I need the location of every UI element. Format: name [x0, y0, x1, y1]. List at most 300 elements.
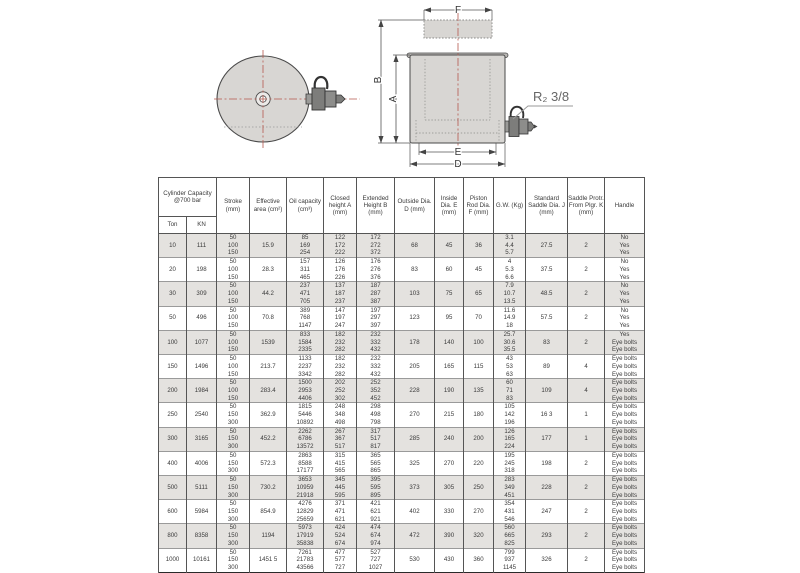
- coupler-neck: [306, 94, 312, 104]
- cell-outside-dia: 178: [395, 330, 435, 354]
- cell-extended-height: 974: [357, 540, 395, 548]
- cell-handle: Yes: [605, 242, 645, 250]
- cell-stroke: 150: [217, 370, 250, 378]
- cell-stroke: 100: [217, 387, 250, 395]
- cell-extended-height: 232: [357, 355, 395, 363]
- table-row: [159, 451, 645, 459]
- cell-gross-weight: 560: [494, 524, 526, 532]
- header-saddle-protrusion: Saddle Protr. From Plgr. K (mm): [568, 178, 605, 234]
- cell-inside-dia: 165: [435, 355, 464, 379]
- cell-stroke: 300: [217, 540, 250, 548]
- cell-gross-weight: 937: [494, 556, 526, 564]
- cell-extended-height: 921: [357, 516, 395, 524]
- cell-saddle-protrusion: 2: [568, 306, 605, 330]
- cell-oil-capacity: 35838: [287, 540, 324, 548]
- cell-saddle-protrusion: 2: [568, 234, 605, 258]
- cell-gross-weight: 354: [494, 500, 526, 508]
- cell-gross-weight: 5.7: [494, 249, 526, 257]
- coupler-hex-nut-side: [509, 117, 519, 137]
- cell-oil-capacity: 5446: [287, 411, 324, 419]
- cell-stroke: 100: [217, 242, 250, 250]
- cell-handle: Eye bolts: [605, 419, 645, 427]
- cell-effective-area: 730.2: [250, 476, 287, 500]
- cell-closed-height: 232: [324, 363, 357, 371]
- cell-stroke: 50: [217, 500, 250, 508]
- cell-effective-area: 213.7: [250, 355, 287, 379]
- cell-extended-height: 172: [357, 234, 395, 242]
- cell-gross-weight: 63: [494, 370, 526, 378]
- cell-outside-dia: 472: [395, 524, 435, 548]
- cell-extended-height: 365: [357, 451, 395, 459]
- cell-stroke: 150: [217, 346, 250, 354]
- cell-handle: No: [605, 306, 645, 314]
- cell-inside-dia: 95: [435, 306, 464, 330]
- cell-oil-capacity: 237: [287, 282, 324, 290]
- cell-inside-dia: 330: [435, 500, 464, 524]
- cell-ton: 20: [159, 258, 187, 282]
- cell-saddle-dia: 37.5: [526, 258, 568, 282]
- table-row: [159, 548, 645, 556]
- cell-piston-rod-dia: 360: [464, 548, 494, 572]
- cell-saddle-dia: 57.5: [526, 306, 568, 330]
- dim-a-label: A: [388, 95, 399, 103]
- cell-kn: 4006: [187, 451, 217, 475]
- dim-d-label: D: [454, 159, 462, 170]
- cell-kn: 1077: [187, 330, 217, 354]
- cell-oil-capacity: 2237: [287, 363, 324, 371]
- cell-closed-height: 471: [324, 508, 357, 516]
- cell-stroke: 50: [217, 403, 250, 411]
- cell-stroke: 150: [217, 532, 250, 540]
- cell-extended-height: 387: [357, 298, 395, 306]
- cell-gross-weight: 451: [494, 492, 526, 500]
- cell-stroke: 50: [217, 282, 250, 290]
- cell-oil-capacity: 17177: [287, 467, 324, 475]
- cell-piston-rod-dia: 135: [464, 379, 494, 403]
- cell-handle: Yes: [605, 314, 645, 322]
- specification-table: [158, 177, 645, 573]
- coupler-nipple-tip: [336, 95, 345, 103]
- cell-handle: Eye bolts: [605, 500, 645, 508]
- header-saddle-dia: Standard Saddle Dia. J (mm): [526, 178, 568, 234]
- cell-handle: Eye bolts: [605, 355, 645, 363]
- cell-kn: 5111: [187, 476, 217, 500]
- cell-extended-height: 474: [357, 524, 395, 532]
- cell-closed-height: 517: [324, 443, 357, 451]
- cell-kn: 198: [187, 258, 217, 282]
- cell-stroke: 300: [217, 564, 250, 572]
- cell-handle: Eye bolts: [605, 363, 645, 371]
- cell-stroke: 100: [217, 266, 250, 274]
- cell-extended-height: 187: [357, 282, 395, 290]
- cell-saddle-protrusion: 2: [568, 524, 605, 548]
- table-row: [159, 330, 645, 338]
- cell-saddle-protrusion: 2: [568, 451, 605, 475]
- cell-saddle-protrusion: 2: [568, 476, 605, 500]
- table-row: [159, 403, 645, 411]
- table-row: [159, 524, 645, 532]
- cell-saddle-dia: 89: [526, 355, 568, 379]
- header-kn: KN: [187, 217, 217, 234]
- cell-kn: 1984: [187, 379, 217, 403]
- dim-f-label: F: [454, 5, 462, 16]
- cell-piston-rod-dia: 320: [464, 524, 494, 548]
- table-row: [159, 282, 645, 290]
- cell-handle: Eye bolts: [605, 370, 645, 378]
- cell-kn: 496: [187, 306, 217, 330]
- cell-outside-dia: 402: [395, 500, 435, 524]
- cell-closed-height: 126: [324, 258, 357, 266]
- cell-closed-height: 232: [324, 339, 357, 347]
- cell-stroke: 300: [217, 516, 250, 524]
- cell-inside-dia: 190: [435, 379, 464, 403]
- cell-closed-height: 182: [324, 330, 357, 338]
- table-row: [159, 500, 645, 508]
- cylinder-top-view: [214, 50, 360, 148]
- cell-oil-capacity: 311: [287, 266, 324, 274]
- cell-oil-capacity: 4406: [287, 395, 324, 403]
- cell-handle: Eye bolts: [605, 564, 645, 572]
- cell-oil-capacity: 254: [287, 249, 324, 257]
- cell-handle: No: [605, 258, 645, 266]
- cell-extended-height: 727: [357, 556, 395, 564]
- cell-kn: 8358: [187, 524, 217, 548]
- cell-oil-capacity: 7261: [287, 548, 324, 556]
- cell-closed-height: 252: [324, 387, 357, 395]
- cell-closed-height: 565: [324, 467, 357, 475]
- cell-stroke: 50: [217, 355, 250, 363]
- cell-handle: Eye bolts: [605, 476, 645, 484]
- cell-gross-weight: 1145: [494, 564, 526, 572]
- cell-handle: Eye bolts: [605, 403, 645, 411]
- cell-saddle-dia: 109: [526, 379, 568, 403]
- cell-extended-height: 817: [357, 443, 395, 451]
- cylinder-side-view: [373, 5, 573, 170]
- cell-closed-height: 348: [324, 411, 357, 419]
- cell-stroke: 50: [217, 234, 250, 242]
- table-row: [159, 258, 645, 266]
- table-row: [159, 379, 645, 387]
- cell-outside-dia: 68: [395, 234, 435, 258]
- cell-gross-weight: 30.6: [494, 339, 526, 347]
- cell-extended-height: 395: [357, 476, 395, 484]
- cell-extended-height: 452: [357, 395, 395, 403]
- cell-handle: Eye bolts: [605, 435, 645, 443]
- coupler-nipple-tip-side: [528, 122, 535, 131]
- cell-closed-height: 282: [324, 346, 357, 354]
- cell-oil-capacity: 2863: [287, 451, 324, 459]
- cell-handle: Eye bolts: [605, 508, 645, 516]
- cell-inside-dia: 75: [435, 282, 464, 306]
- cell-closed-height: 577: [324, 556, 357, 564]
- cell-gross-weight: 245: [494, 460, 526, 468]
- cell-stroke: 300: [217, 467, 250, 475]
- cell-gross-weight: 43: [494, 355, 526, 363]
- cell-oil-capacity: 1815: [287, 403, 324, 411]
- cell-oil-capacity: 25659: [287, 516, 324, 524]
- cell-extended-height: 232: [357, 330, 395, 338]
- cell-inside-dia: 305: [435, 476, 464, 500]
- cell-extended-height: 287: [357, 290, 395, 298]
- cell-stroke: 50: [217, 258, 250, 266]
- cell-closed-height: 674: [324, 540, 357, 548]
- cell-closed-height: 122: [324, 234, 357, 242]
- cell-ton: 150: [159, 355, 187, 379]
- cell-handle: Eye bolts: [605, 467, 645, 475]
- header-effective-area: Effective area (cm²): [250, 178, 287, 234]
- cell-closed-height: 371: [324, 500, 357, 508]
- cell-piston-rod-dia: 270: [464, 500, 494, 524]
- cell-closed-height: 621: [324, 516, 357, 524]
- cell-saddle-dia: 326: [526, 548, 568, 572]
- coupler-fitting-side: [505, 107, 538, 137]
- cell-oil-capacity: 1584: [287, 339, 324, 347]
- cell-stroke: 150: [217, 435, 250, 443]
- cell-extended-height: 565: [357, 460, 395, 468]
- dim-e-label: E: [454, 147, 462, 158]
- cell-stroke: 150: [217, 484, 250, 492]
- cell-oil-capacity: 465: [287, 274, 324, 282]
- cell-oil-capacity: 4276: [287, 500, 324, 508]
- cell-saddle-protrusion: 4: [568, 355, 605, 379]
- cell-saddle-protrusion: 2: [568, 282, 605, 306]
- cell-closed-height: 197: [324, 314, 357, 322]
- cell-stroke: 150: [217, 460, 250, 468]
- coupler-hex-nut: [312, 88, 325, 110]
- cell-gross-weight: 25.7: [494, 330, 526, 338]
- header-extended-height: Extended Height B (mm): [357, 178, 395, 234]
- cell-ton: 800: [159, 524, 187, 548]
- cell-closed-height: 137: [324, 282, 357, 290]
- cell-kn: 309: [187, 282, 217, 306]
- cell-saddle-protrusion: 2: [568, 500, 605, 524]
- header-oil-capacity: Oil capacity (cm³): [287, 178, 324, 234]
- cell-stroke: 150: [217, 322, 250, 330]
- cell-extended-height: 397: [357, 322, 395, 330]
- cell-saddle-protrusion: 2: [568, 548, 605, 572]
- cell-handle: Yes: [605, 249, 645, 257]
- cell-closed-height: 226: [324, 274, 357, 282]
- cell-gross-weight: 10.7: [494, 290, 526, 298]
- cell-piston-rod-dia: 115: [464, 355, 494, 379]
- cell-closed-height: 727: [324, 564, 357, 572]
- cell-ton: 600: [159, 500, 187, 524]
- cell-effective-area: 362.9: [250, 403, 287, 427]
- cell-closed-height: 282: [324, 370, 357, 378]
- cell-oil-capacity: 17919: [287, 532, 324, 540]
- cell-handle: Eye bolts: [605, 379, 645, 387]
- cell-closed-height: 524: [324, 532, 357, 540]
- cell-stroke: 50: [217, 379, 250, 387]
- cell-oil-capacity: 1500: [287, 379, 324, 387]
- cell-closed-height: 367: [324, 435, 357, 443]
- cell-outside-dia: 373: [395, 476, 435, 500]
- cell-handle: Eye bolts: [605, 395, 645, 403]
- cell-extended-height: 498: [357, 411, 395, 419]
- cell-gross-weight: 318: [494, 467, 526, 475]
- cell-handle: Yes: [605, 266, 645, 274]
- cell-closed-height: 247: [324, 322, 357, 330]
- cell-kn: 1496: [187, 355, 217, 379]
- header-closed-height: Closed height A (mm): [324, 178, 357, 234]
- cell-inside-dia: 390: [435, 524, 464, 548]
- cell-stroke: 150: [217, 411, 250, 419]
- cell-gross-weight: 142: [494, 411, 526, 419]
- spec-table-body: [159, 234, 645, 573]
- cell-extended-height: 865: [357, 467, 395, 475]
- cell-saddle-dia: 16 3: [526, 403, 568, 427]
- cell-handle: Eye bolts: [605, 532, 645, 540]
- cell-stroke: 50: [217, 548, 250, 556]
- cell-piston-rod-dia: 70: [464, 306, 494, 330]
- cell-piston-rod-dia: 200: [464, 427, 494, 451]
- cell-saddle-dia: 293: [526, 524, 568, 548]
- cell-extended-height: 332: [357, 339, 395, 347]
- cell-closed-height: 172: [324, 242, 357, 250]
- cell-ton: 30: [159, 282, 187, 306]
- cell-ton: 300: [159, 427, 187, 451]
- cell-extended-height: 432: [357, 346, 395, 354]
- cell-stroke: 100: [217, 290, 250, 298]
- cell-effective-area: 1539: [250, 330, 287, 354]
- header-piston-rod-dia: Piston Rod Dia. F (mm): [464, 178, 494, 234]
- cell-gross-weight: 7.9: [494, 282, 526, 290]
- cell-ton: 10: [159, 234, 187, 258]
- cell-kn: 10161: [187, 548, 217, 572]
- cell-inside-dia: 45: [435, 234, 464, 258]
- cell-gross-weight: 195: [494, 451, 526, 459]
- cell-oil-capacity: 1147: [287, 322, 324, 330]
- cell-stroke: 50: [217, 524, 250, 532]
- cell-effective-area: 1451 5: [250, 548, 287, 572]
- coupler-neck-side: [505, 121, 509, 132]
- cell-extended-height: 527: [357, 548, 395, 556]
- cell-saddle-protrusion: 2: [568, 258, 605, 282]
- cell-kn: 111: [187, 234, 217, 258]
- cell-oil-capacity: 2335: [287, 346, 324, 354]
- cell-stroke: 300: [217, 419, 250, 427]
- coupler-fitting-top: [306, 77, 345, 110]
- cell-closed-height: 147: [324, 306, 357, 314]
- cell-extended-height: 176: [357, 258, 395, 266]
- cell-closed-height: 176: [324, 266, 357, 274]
- cell-extended-height: 276: [357, 266, 395, 274]
- cell-gross-weight: 18: [494, 322, 526, 330]
- cell-gross-weight: 5.3: [494, 266, 526, 274]
- table-row: [159, 355, 645, 363]
- cell-saddle-protrusion: 1: [568, 427, 605, 451]
- cell-gross-weight: 35.5: [494, 346, 526, 354]
- cell-extended-height: 595: [357, 484, 395, 492]
- table-row: [159, 427, 645, 435]
- cell-effective-area: 70.8: [250, 306, 287, 330]
- cell-gross-weight: 196: [494, 419, 526, 427]
- cell-effective-area: 44.2: [250, 282, 287, 306]
- cell-saddle-dia: 198: [526, 451, 568, 475]
- cell-gross-weight: 83: [494, 395, 526, 403]
- header-cylinder-capacity: Cylinder Capacity @700 bar: [159, 178, 217, 217]
- table-row: [159, 476, 645, 484]
- cell-closed-height: 187: [324, 290, 357, 298]
- cell-effective-area: 283.4: [250, 379, 287, 403]
- cell-effective-area: 28.3: [250, 258, 287, 282]
- cell-piston-rod-dia: 100: [464, 330, 494, 354]
- cell-closed-height: 477: [324, 548, 357, 556]
- cell-closed-height: 202: [324, 379, 357, 387]
- cell-closed-height: 237: [324, 298, 357, 306]
- cell-oil-capacity: 389: [287, 306, 324, 314]
- cell-oil-capacity: 10959: [287, 484, 324, 492]
- cell-extended-height: 674: [357, 532, 395, 540]
- cell-outside-dia: 285: [395, 427, 435, 451]
- cell-closed-height: 267: [324, 427, 357, 435]
- cell-oil-capacity: 2953: [287, 387, 324, 395]
- coupler-arrow-point: [534, 125, 538, 129]
- cell-oil-capacity: 833: [287, 330, 324, 338]
- cell-handle: Eye bolts: [605, 451, 645, 459]
- cell-gross-weight: 60: [494, 379, 526, 387]
- cell-oil-capacity: 5973: [287, 524, 324, 532]
- cell-saddle-dia: 27.5: [526, 234, 568, 258]
- cell-oil-capacity: 768: [287, 314, 324, 322]
- cell-gross-weight: 53: [494, 363, 526, 371]
- port-leader-line: [513, 106, 573, 119]
- header-inside-dia: Inside Dia. E (mm): [435, 178, 464, 234]
- cell-piston-rod-dia: 45: [464, 258, 494, 282]
- cell-closed-height: 498: [324, 419, 357, 427]
- cell-oil-capacity: 3653: [287, 476, 324, 484]
- cell-inside-dia: 430: [435, 548, 464, 572]
- cell-extended-height: 895: [357, 492, 395, 500]
- cell-extended-height: 332: [357, 363, 395, 371]
- cell-extended-height: 272: [357, 242, 395, 250]
- cell-handle: Eye bolts: [605, 516, 645, 524]
- cell-ton: 250: [159, 403, 187, 427]
- coupler-body: [325, 91, 336, 107]
- cell-oil-capacity: 13572: [287, 443, 324, 451]
- cell-handle: No: [605, 234, 645, 242]
- cell-piston-rod-dia: 65: [464, 282, 494, 306]
- cell-oil-capacity: 85: [287, 234, 324, 242]
- cell-inside-dia: 270: [435, 451, 464, 475]
- cell-ton: 100: [159, 330, 187, 354]
- header-ton: Ton: [159, 217, 187, 234]
- cell-handle: Eye bolts: [605, 427, 645, 435]
- cell-saddle-dia: 228: [526, 476, 568, 500]
- cell-outside-dia: 530: [395, 548, 435, 572]
- cell-extended-height: 252: [357, 379, 395, 387]
- coupler-bail: [315, 77, 328, 89]
- cell-gross-weight: 165: [494, 435, 526, 443]
- cell-gross-weight: 71: [494, 387, 526, 395]
- cell-oil-capacity: 471: [287, 290, 324, 298]
- cell-outside-dia: 205: [395, 355, 435, 379]
- cell-stroke: 50: [217, 306, 250, 314]
- table-row: [159, 306, 645, 314]
- cell-gross-weight: 105: [494, 403, 526, 411]
- cell-handle: Eye bolts: [605, 556, 645, 564]
- cell-outside-dia: 123: [395, 306, 435, 330]
- cell-inside-dia: 140: [435, 330, 464, 354]
- table-header: [159, 178, 645, 234]
- cell-extended-height: 297: [357, 314, 395, 322]
- cell-extended-height: 432: [357, 370, 395, 378]
- cell-handle: Eye bolts: [605, 443, 645, 451]
- cell-saddle-protrusion: 1: [568, 403, 605, 427]
- cell-oil-capacity: 1133: [287, 355, 324, 363]
- cell-extended-height: 621: [357, 508, 395, 516]
- cell-gross-weight: 11.6: [494, 306, 526, 314]
